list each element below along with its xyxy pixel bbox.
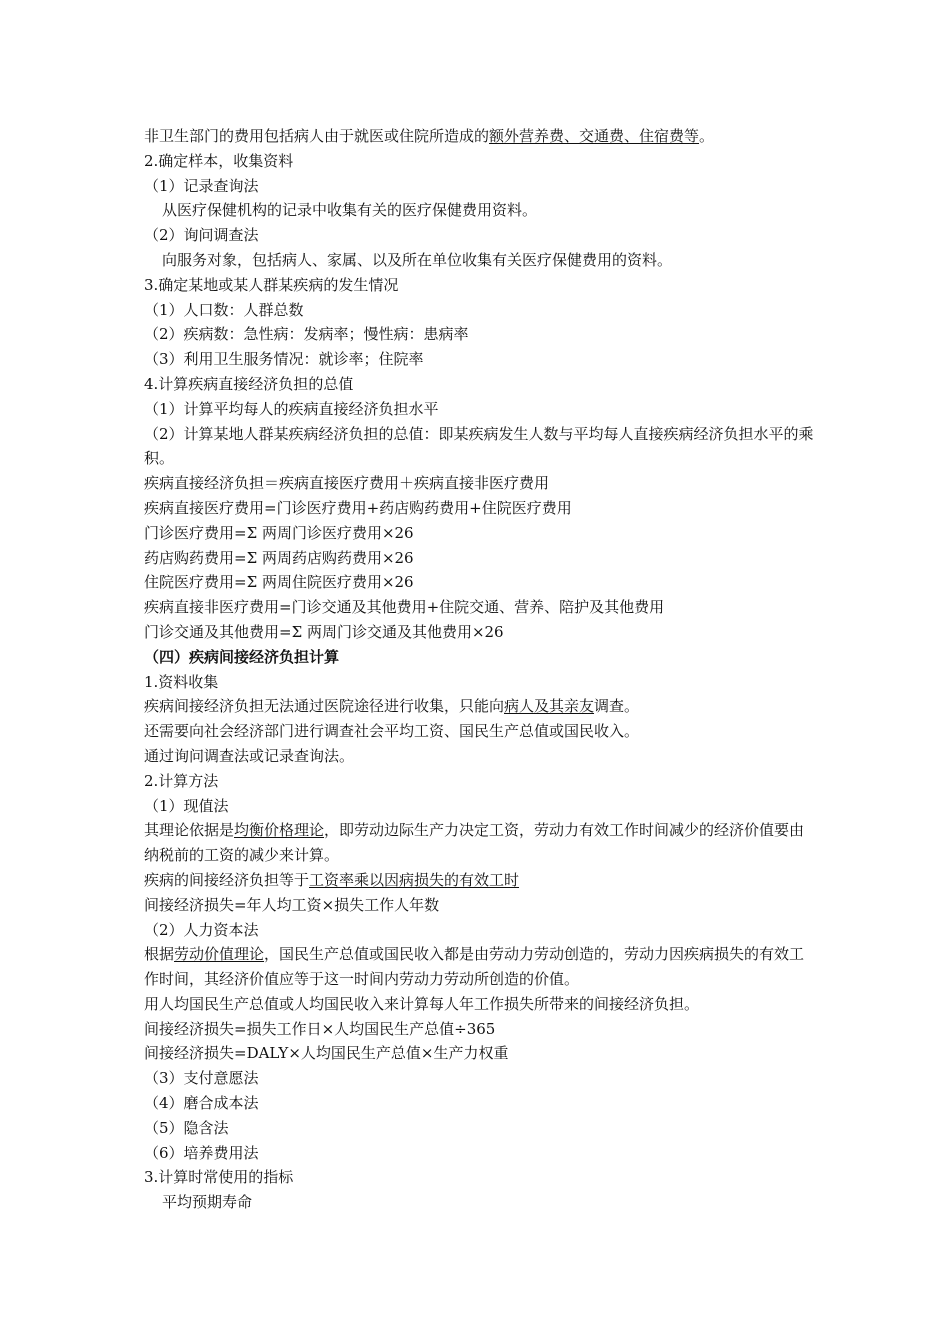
list-item-wtp: （3）支付意愿法: [144, 1069, 259, 1088]
list-item-disease-count: （2）疾病数：急性病：发病率；慢性病：患病率: [144, 325, 469, 344]
text-segment: 非卫生部门的费用包括病人由于就医或住院所造成的: [144, 127, 490, 145]
list-item-training-cost: （6）培养费用法: [144, 1143, 259, 1162]
paragraph-indirect-equals: [144, 868, 816, 893]
formula-indirect-loss-days: 间接经济损失=损失工作日×人均国民生产总值÷365: [144, 1019, 496, 1038]
list-item-implicit: （5）隐含法: [144, 1118, 229, 1137]
formula-indirect-loss-wage: 间接经济损失=年人均工资×损失工作人年数: [144, 895, 440, 914]
formula-outpatient-transport: 门诊交通及其他费用=Σ 两周门诊交通及其他费用×26: [144, 622, 504, 641]
text-segment: 根据: [144, 945, 175, 964]
underlined-term: 病人及其亲友: [504, 697, 595, 716]
paragraph-survey: 向服务对象，包括病人、家属、以及所在单位收集有关医疗保健费用的资料。: [162, 250, 673, 269]
list-item-per-capita: （1）计算平均每人的疾病直接经济负担水平: [144, 399, 439, 418]
subheading-human-capital: （2）人力资本法: [144, 920, 259, 939]
subheading-present-value: （1）现值法: [144, 796, 229, 815]
heading-occurrence: 3.确定某地或某人群某疾病的发生情况: [144, 275, 399, 294]
paragraph-methods-note: 通过询问调查法或记录查询法。: [144, 746, 355, 765]
paragraph-non-health-costs: [144, 124, 816, 149]
list-item-population: （1）人口数：人群总数: [144, 300, 304, 319]
heading-data-collection: 1.资料收集: [144, 672, 219, 691]
heading-sampling: 2.确定样本，收集资料: [144, 151, 294, 170]
paragraph-gdp-calc: 用人均国民生产总值或人均国民收入来计算每人年工作损失所带来的间接经济负担。: [144, 994, 700, 1013]
text-segment: ，即劳动边际生产力决定工资，劳动力有效工作时间减少的经济价值要由纳税前的工资的减少来计算。: [144, 821, 805, 865]
list-item-service-use: （3）利用卫生服务情况：就诊率；住院率: [144, 350, 424, 369]
underlined-term: 均衡价格理论: [234, 821, 325, 840]
formula-pharmacy: 药店购药费用=Σ 两周药店购药费用×26: [144, 548, 414, 567]
document-page: [144, 124, 816, 1215]
formula-indirect-loss-daly: 间接经济损失=DALY×人均国民生产总值×生产力权重: [144, 1044, 509, 1063]
paragraph-record-query: 从医疗保健机构的记录中收集有关的医疗保健费用资料。: [162, 201, 538, 220]
text-segment: 。: [699, 127, 715, 145]
text-segment: 疾病间接经济负担无法通过医院途径进行收集，只能向: [144, 697, 505, 716]
paragraph-present-value-theory: [144, 818, 816, 868]
heading-calc-methods: 2.计算方法: [144, 771, 219, 790]
underlined-term: 工资率乘以因病损失的有效工时: [309, 870, 520, 889]
list-item-total-value: （2）计算某地人群某疾病经济负担的总值：即某疾病发生人数与平均每人直接疾病经济负担水平的乘积。: [144, 424, 814, 468]
formula-inpatient: 住院医疗费用=Σ 两周住院医疗费用×26: [144, 573, 414, 592]
formula-direct-nonmedical: 疾病直接非医疗费用=门诊交通及其他费用+住院交通、营养、陪护及其他费用: [144, 598, 665, 617]
subheading-record-query: （1）记录查询法: [144, 176, 259, 195]
formula-direct-burden: 疾病直接经济负担＝疾病直接医疗费用＋疾病直接非医疗费用: [144, 474, 550, 493]
list-item-friction-cost: （4）磨合成本法: [144, 1094, 259, 1113]
text-segment: 疾病的间接经济负担等于: [144, 870, 310, 889]
paragraph-indirect-collection: [144, 694, 816, 719]
underlined-term: 劳动价值理论: [174, 945, 265, 964]
formula-direct-medical: 疾病直接医疗费用=门诊医疗费用+药店购药费用+住院医疗费用: [144, 498, 572, 517]
text-segment: 调查。: [594, 697, 640, 716]
text-segment: 其理论依据是: [144, 821, 235, 840]
text-segment: ，国民生产总值或国民收入都是由劳动力劳动创造的，劳动力因疾病损失的有效工作时间，其经济价值应等于这一时间内劳动力劳动所创造的价值。: [144, 945, 805, 989]
subheading-survey: （2）询问调查法: [144, 226, 259, 245]
heading-direct-total: 4.计算疾病直接经济负担的总值: [144, 374, 354, 393]
section-heading-indirect: （四）疾病间接经济负担计算: [144, 647, 340, 666]
paragraph-life-expectancy: 平均预期寿命: [162, 1193, 253, 1212]
underlined-term: 额外营养费、交通费、住宿费等: [489, 127, 700, 145]
paragraph-social-survey: 还需要向社会经济部门进行调查社会平均工资、国民生产总值或国民收入。: [144, 722, 640, 741]
formula-outpatient: 门诊医疗费用=Σ 两周门诊医疗费用×26: [144, 523, 414, 542]
heading-indicators: 3.计算时常使用的指标: [144, 1168, 294, 1187]
paragraph-human-capital-theory: [144, 942, 816, 992]
